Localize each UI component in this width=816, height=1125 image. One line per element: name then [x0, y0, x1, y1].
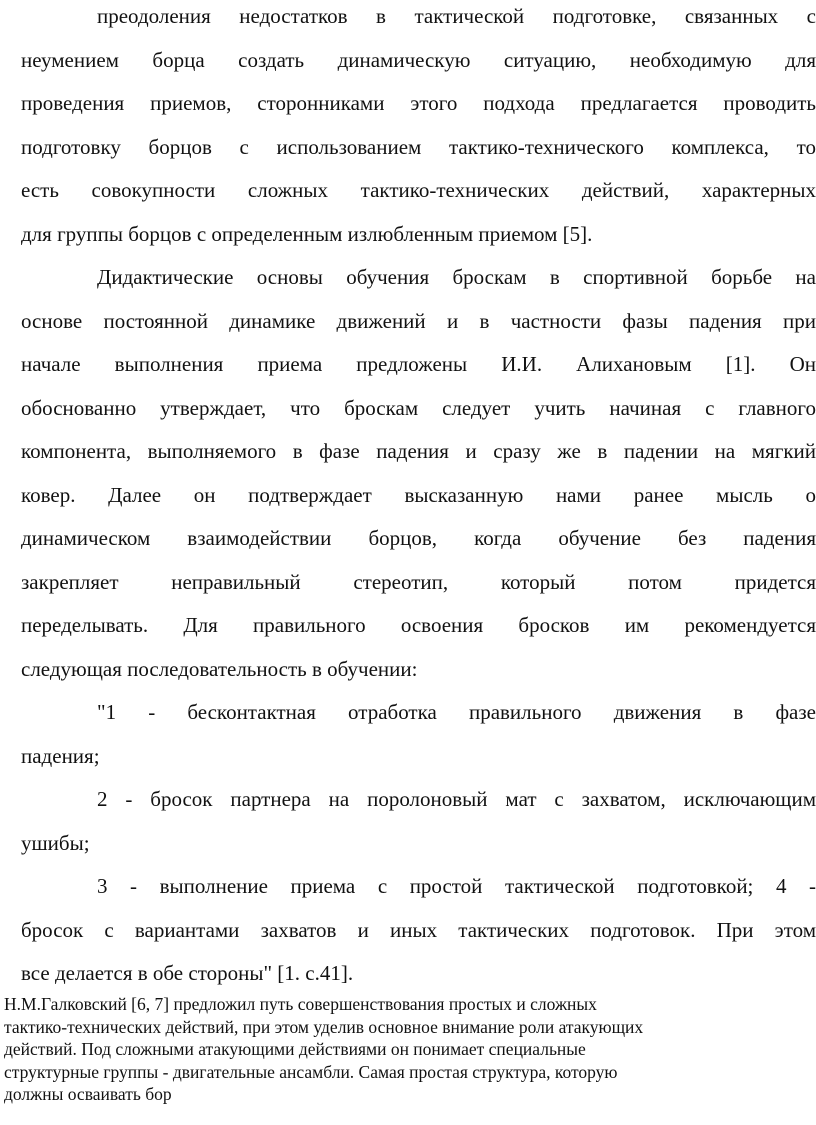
paragraph-2 — [21, 256, 816, 691]
text-line: подготовку борцов с использованием тактико-технического комплекса, то — [21, 134, 816, 159]
paragraph-5 — [21, 865, 816, 996]
text-line: обоснованно утверждает, что броскам следует учить начиная с главного — [21, 395, 816, 420]
text-line: Дидактические основы обучения броскам в спортивной борьбе на — [97, 265, 816, 289]
text-line: проведения приемов, сторонниками этого подхода предлагается проводить — [21, 91, 816, 115]
text-line: компонента, выполняемого в фазе падения и сразу же в падении на мягкий — [21, 439, 816, 463]
text-line: все делается в обе стороны" [1. с.41]. — [21, 961, 354, 985]
text-line: закрепляет неправильный стереотип, который потом придется — [21, 569, 816, 594]
text-line: основе постоянной динамике движений и в частности фазы падения при — [21, 308, 816, 333]
footer-line: действий. Под сложными атакующими действиями он понимает специальные — [4, 1039, 586, 1060]
text-line: падения; — [21, 743, 100, 768]
text-line: бросок с вариантами захватов и иных тактических подготовок. При этом — [21, 917, 816, 942]
paragraph-4 — [21, 778, 816, 865]
text-line: ушибы; — [21, 830, 90, 855]
main-text — [21, 0, 816, 996]
text-line: следующая последовательность в обучении: — [21, 656, 418, 681]
footer-line: структурные группы - двигательные ансамбли. Самая простая структура, которую — [4, 1061, 618, 1082]
text-line: начале выполнения приема предложены И.И. Алихановым [1]. Он — [21, 352, 816, 376]
footer-text — [4, 993, 816, 1106]
footer-line: тактико-технических действий, при этом уделив основное внимание роли атакующих — [4, 1016, 644, 1037]
text-line: переделывать. Для правильного освоения бросков им рекомендуется — [21, 613, 816, 637]
text-line: 2 - бросок партнера на поролоновый мат с захватом, исключающим — [97, 787, 816, 811]
text-line: преодоления недостатков в тактической подготовке, связанных с — [97, 4, 816, 28]
text-line: динамическом взаимодействии борцов, когда обучение без падения — [21, 526, 816, 550]
text-line: 3 - выполнение приема с простой тактической подготовкой; 4 - — [97, 874, 816, 898]
text-line: неумением борца создать динамическую ситуацию, необходимую для — [21, 47, 816, 72]
text-line: ковер. Далее он подтверждает высказанную нами ранее мысль о — [21, 482, 816, 507]
paragraph-1 — [21, 0, 816, 256]
footer-line: должны осваивать бор — [4, 1084, 172, 1105]
text-line: есть совокупности сложных тактико-технических действий, характерных — [21, 178, 816, 202]
footer-line: Н.М.Галковский [6, 7] предложил путь совершенствования простых и сложных — [4, 994, 597, 1014]
text-line: для группы борцов с определенным излюбленным приемом [5]. — [21, 221, 593, 246]
text-line: "1 - бесконтактная отработка правильного движения в фазе — [97, 700, 816, 724]
paragraph-3 — [21, 691, 816, 778]
